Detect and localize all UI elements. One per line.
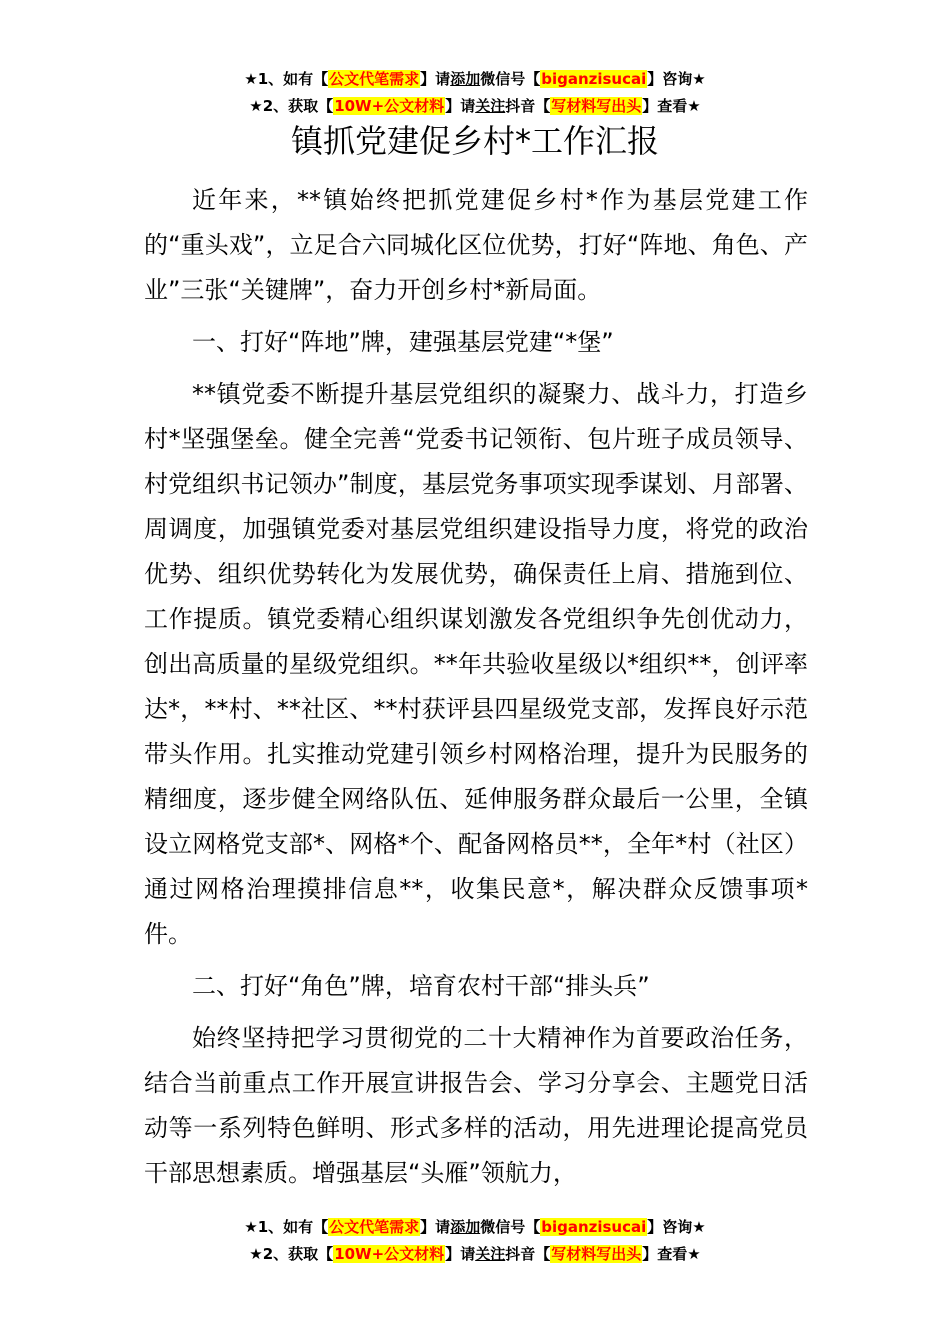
highlight-douyin: 写材料写出头	[551, 1245, 642, 1263]
highlight-ghostwriting: 公文代笔需求	[329, 1218, 420, 1236]
highlight-wechat-id: biganzisucai	[541, 70, 647, 88]
section-2-paragraph: 始终坚持把学习贯彻党的二十大精神作为首要政治任务，结合当前重点工作开展宣讲报告会、学习分享会、主题党日活动等一系列特色鲜明、形式多样的活动，用先进理论提高党员干部思想素质。增强基层“头雁”领航力，	[144, 1024, 808, 1187]
highlight-materials: 10W+公文材料	[334, 1245, 445, 1263]
highlight-douyin: 写材料写出头	[551, 97, 642, 115]
promo-line-2: ★2、获取【10W+公文材料】请关注抖音【写材料写出头】查看★	[249, 1245, 701, 1263]
document-title: 镇抓党建促乡村*工作汇报	[290, 122, 659, 160]
promo-line-1: ★1、如有【公文代笔需求】请添加微信号【biganzisucai】咨询★	[244, 1218, 706, 1236]
promo-banner-bottom	[0, 1214, 950, 1268]
section-2-heading: 二、打好“角色”牌，培育农村干部“排头兵”	[192, 972, 650, 1000]
section-1-heading: 一、打好“阵地”牌，建强基层党建“*堡”	[192, 328, 614, 356]
document-body	[144, 178, 808, 1196]
promo-line-1: ★1、如有【公文代笔需求】请添加微信号【biganzisucai】咨询★	[244, 70, 706, 88]
highlight-ghostwriting: 公文代笔需求	[329, 70, 420, 88]
promo-banner-top	[0, 66, 950, 120]
intro-paragraph: 近年来，**镇始终把抓党建促乡村*作为基层党建工作的“重头戏”，立足合六同城化区位优势，打好“阵地、角色、产业”三张“关键牌”，奋力开创乡村*新局面。	[144, 186, 808, 304]
promo-line-2: ★2、获取【10W+公文材料】请关注抖音【写材料写出头】查看★	[249, 97, 701, 115]
highlight-materials: 10W+公文材料	[334, 97, 445, 115]
highlight-wechat-id: biganzisucai	[541, 1218, 647, 1236]
section-1-paragraph: **镇党委不断提升基层党组织的凝聚力、战斗力，打造乡村*坚强堡垒。健全完善“党委书记领衔、包片班子成员领导、村党组织书记领办”制度，基层党务事项实现季谋划、月部署、周调度，加强镇党委对基层党组织建设指导力度，将党的政治优势、组织优势转化为发展优势，确保责任上肩、措施到位、工作提质。镇党委精心组织谋划激发各党组织争先创优动力，创出高质量的星级党组织。**年共验收星级以*组织**，创评率达*，**村、**社区、**村获评县四星级党支部，发挥良好示范带头作用。扎实推动党建引领乡村网格治理，提升为民服务的精细度，逐步健全网络队伍、延伸服务群众最后一公里，全镇设立网格党支部*、网格*个、配备网格员**，全年*村（社区）通过网格治理摸排信息**，收集民意*，解决群众反馈事项*件。	[144, 380, 808, 948]
